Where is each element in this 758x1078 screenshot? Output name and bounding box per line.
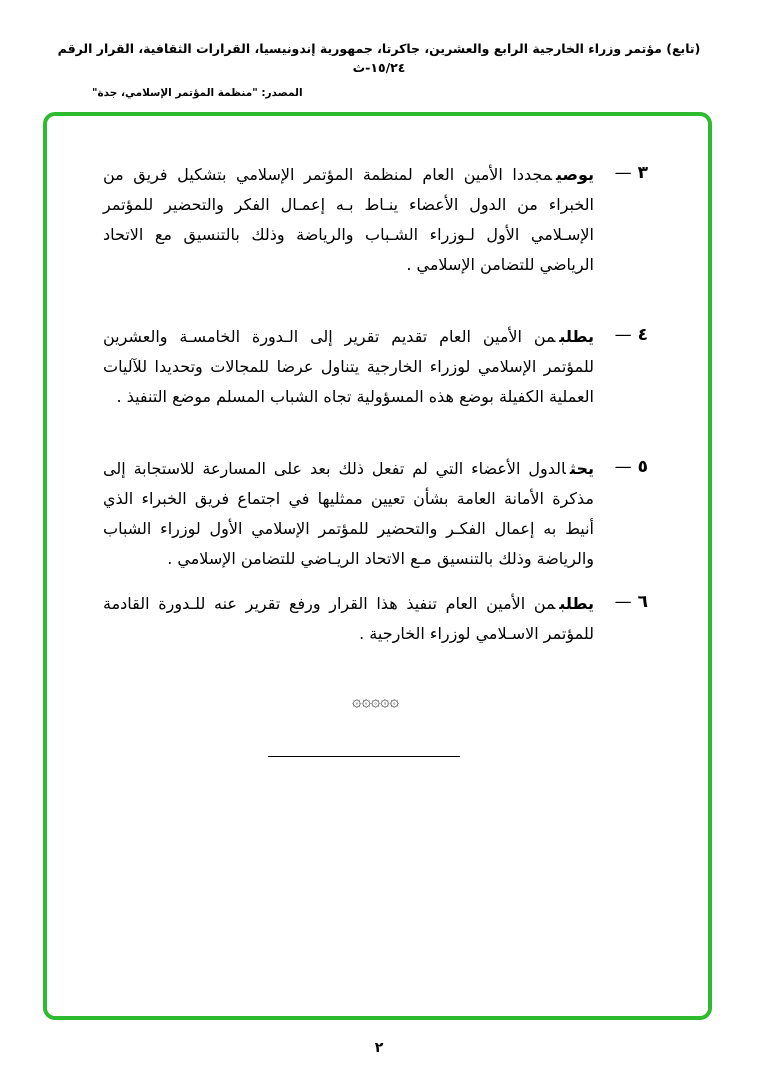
paragraph-body-text: من الأمين العام تقديم تقرير إلى الـدورة الخامسـة والعشرين للمؤتمر الإسلامي لوزراء الخارجية يتناول عرضا للمجالات وتحديدا للآليات العملية الكفيلة بوضع هذه المسؤولية تجاه الشباب المسلم موضع التنفيذ . — [103, 327, 594, 406]
paragraph-body-text: من الأمين العام تنفيذ هذا القرار ورفع تقرير عنه للـدورة القادمة للمؤتمر الاسـلامي لوزراء الخارجية . — [103, 594, 594, 643]
resolution-paragraph-5 — [103, 454, 648, 574]
document-source-line: المصدر: "منظمة المؤتمر الإسلامي، جدة" — [92, 86, 303, 99]
paragraph-number — [594, 589, 648, 649]
signature-line — [268, 756, 460, 757]
paragraph-text — [103, 160, 594, 280]
paragraph-lead-word: يحث — [569, 459, 594, 478]
paragraph-dash: — — [614, 457, 632, 477]
paragraph-lead-word: يطلب — [559, 327, 594, 346]
paragraph-text — [103, 322, 594, 412]
resolution-paragraph-4 — [103, 322, 648, 412]
paragraph-body-text: الدول الأعضاء التي لم تفعل ذلك بعد على المسارعة للاستجابة إلى مذكرة الأمانة العامة بشأن تعيين ممثليها في اجتماع فريق الخبراء الذي أنيط به إعمال الفكـر والتحضير للمؤتمر الإسلامي الأول لوزراء الشباب والرياضة وذلك بالتنسيق مـع الاتحاد الريـاضي للتضامن الإسلامي . — [103, 459, 594, 568]
resolution-paragraph-3 — [103, 160, 648, 280]
paragraph-number — [594, 322, 648, 412]
paragraph-dash: — — [614, 592, 632, 612]
resolution-paragraph-6 — [103, 589, 648, 649]
paragraph-number-value: ٥ — [637, 457, 648, 477]
paragraph-lead-word: يطلب — [559, 594, 594, 613]
paragraph-number — [594, 160, 648, 280]
paragraph-text — [103, 589, 594, 649]
paragraph-lead-word: يوصي — [555, 165, 594, 184]
paragraph-number-value: ٤ — [637, 325, 648, 345]
document-header-title: (تابع) مؤتمر وزراء الخارجية الرابع والعشرين، جاكرتا، جمهورية إندونيسيا، القرارات الثقافية، القرار الرقم ١٥/٢٤-ث — [57, 41, 701, 75]
ornament-divider: ۞۞۞۞۞ — [352, 691, 399, 710]
page-number: ٢ — [374, 1040, 384, 1056]
paragraph-dash: — — [614, 325, 632, 345]
paragraph-text — [103, 454, 594, 574]
paragraph-body-text: مجددا الأمين العام لمنظمة المؤتمر الإسلامي بتشكيل فريق من الخبراء من الدول الأعضاء ينـاط بـه إعمـال الفكر والتحضير للمؤتمر الإسـلامي الأول لـوزراء الشـباب والرياضة وذلك بالتنسيق مع الاتحاد الرياضي للتضامن الإسلامي . — [103, 165, 594, 274]
paragraph-number-value: ٦ — [637, 592, 648, 612]
paragraph-dash: — — [614, 163, 632, 183]
paragraph-number — [594, 454, 648, 574]
paragraph-number-value: ٣ — [637, 163, 648, 183]
resolution-border-box — [43, 112, 712, 1020]
